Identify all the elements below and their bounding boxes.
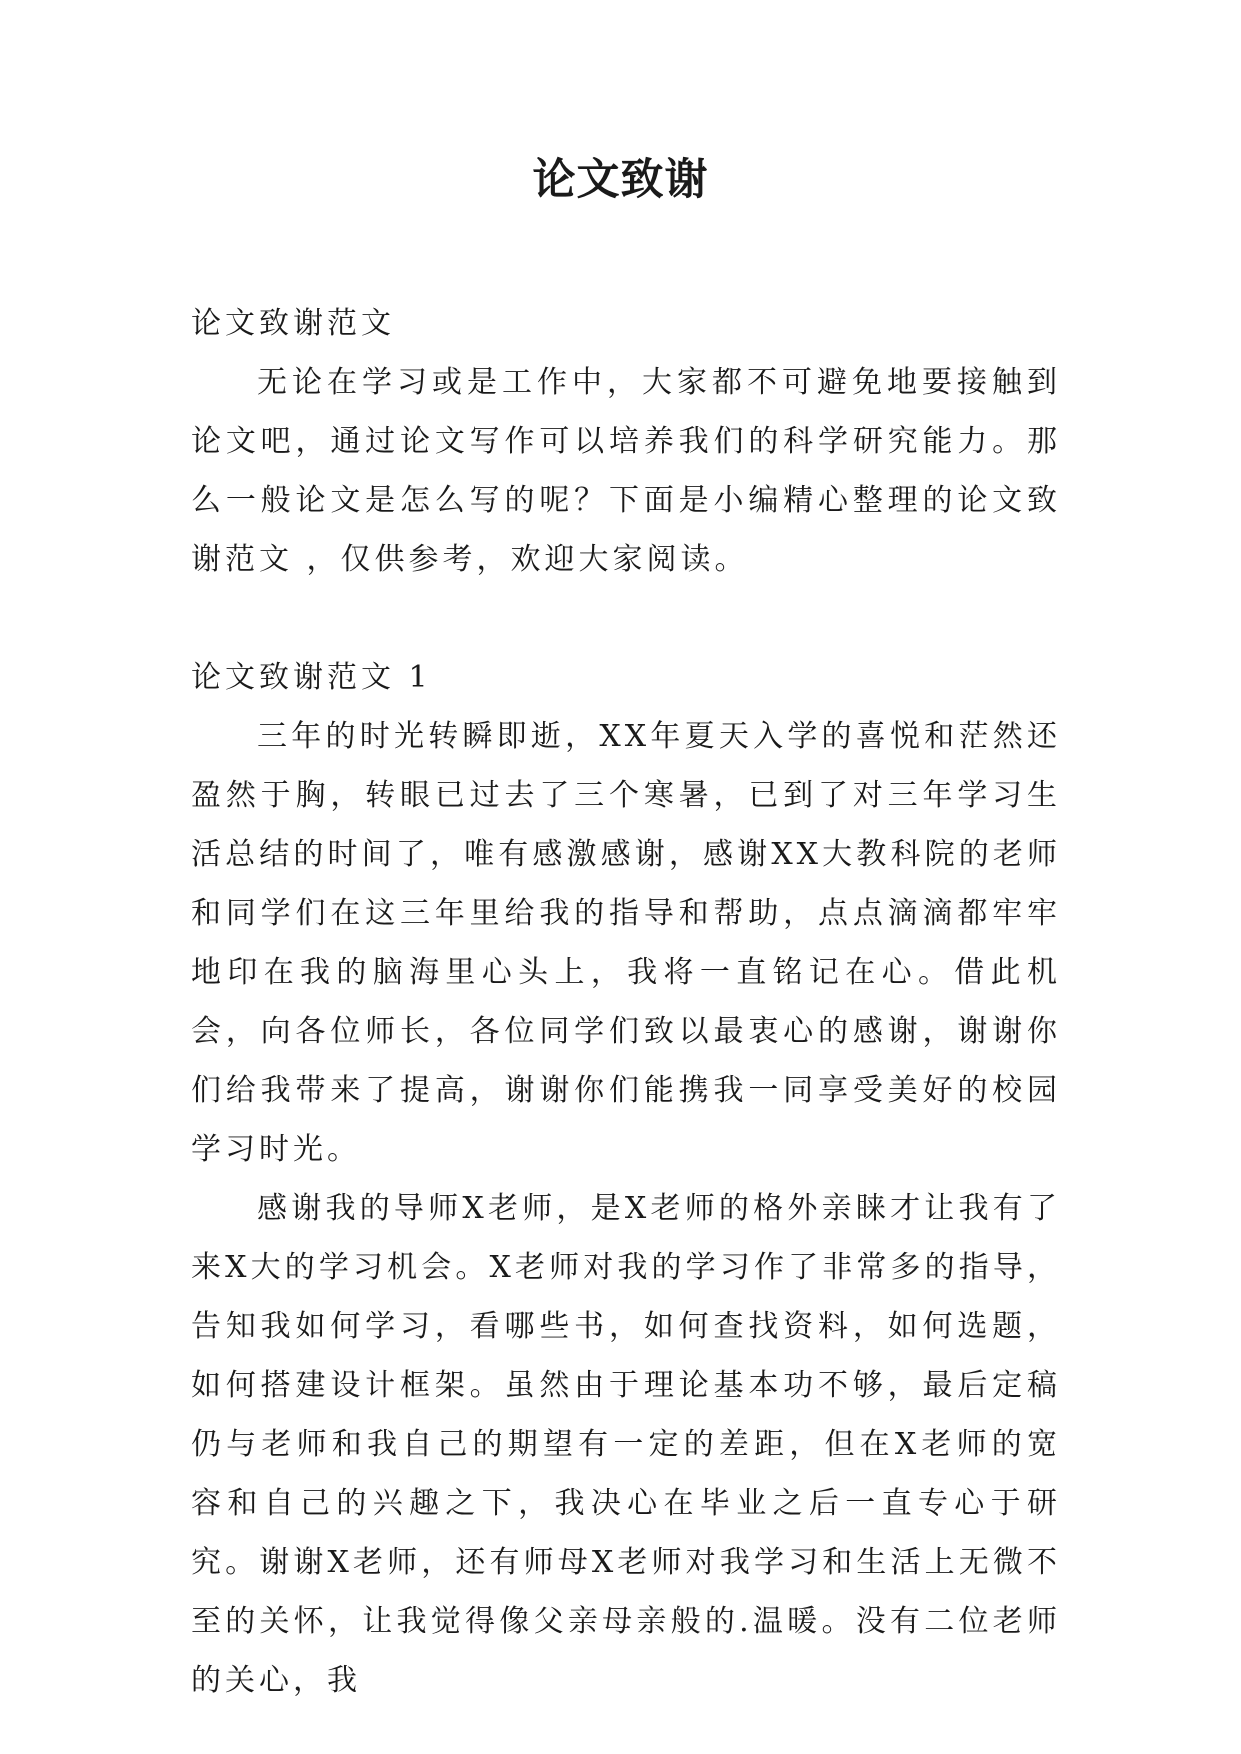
- intro-paragraph: 无论在学习或是工作中，大家都不可避免地要接触到论文吧，通过论文写作可以培养我们的科学研究能力。那么一般论文是怎么写的呢？下面是小编精心整理的论文致谢范文 ，仅供参考，欢迎大家阅读。: [191, 365, 1061, 577]
- document-body: [191, 294, 1061, 1710]
- sample-paragraph-1: 三年的时光转瞬即逝，XX年夏天入学的喜悦和茫然还盈然于胸，转眼已过去了三个寒暑，已到了对三年学习生活总结的时间了，唯有感激感谢，感谢XX大教科院的老师和同学们在这三年里给我的指导和帮助，点点滴滴都牢牢地印在我的脑海里心头上，我将一直铭记在心。借此机会，向各位师长，各位同学们致以最衷心的感谢，谢谢你们给我带来了提高，谢谢你们能携我一同享受美好的校园学习时光。: [191, 719, 1061, 1167]
- sample-paragraph-2: 感谢我的导师X老师，是X老师的格外亲睐才让我有了来X大的学习机会。X老师对我的学习作了非常多的指导，告知我如何学习，看哪些书，如何查找资料，如何选题，如何搭建设计框架。虽然由于理论基本功不够，最后定稿仍与老师和我自己的期望有一定的差距，但在X老师的宽容和自己的兴趣之下，我决心在毕业之后一直专心于研究。谢谢X老师，还有师母X老师对我学习和生活上无微不至的关怀，让我觉得像父亲母亲般的.温暖。没有二位老师的关心，我: [191, 1191, 1061, 1698]
- intro-heading: 论文致谢范文: [191, 306, 395, 341]
- sample-heading: 论文致谢范文 1: [191, 660, 432, 695]
- spacer: [191, 589, 1061, 648]
- document-title: 论文致谢: [532, 155, 709, 205]
